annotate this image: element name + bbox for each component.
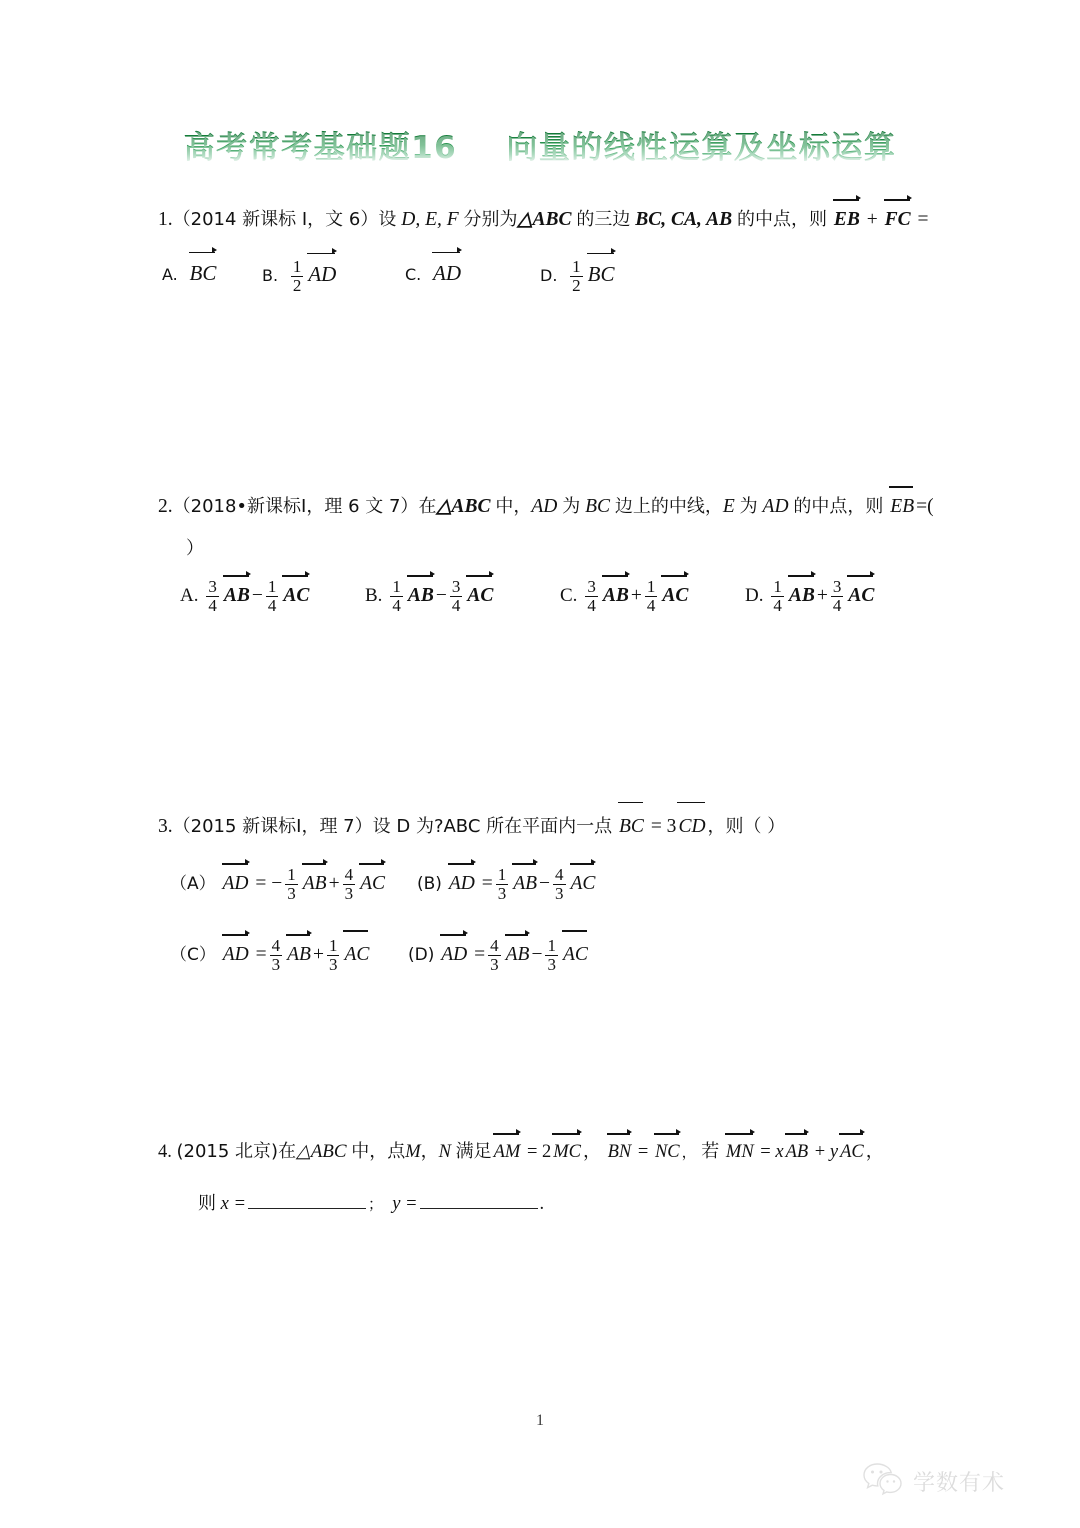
q2-text-5: 为: [739, 496, 758, 517]
question-1-source: （2014 新课标 I，文 6）: [172, 209, 379, 230]
q3-opt-b-lhs: AD: [448, 869, 476, 898]
q1-text-2: 分别为: [463, 209, 518, 230]
q3-text-2: ，则（ ）: [707, 816, 786, 837]
q3-opt-c-frac1: $\frac{4}{3}$: [271, 936, 281, 975]
q3-opt-a-op: +: [328, 873, 340, 895]
q2-equals-paren: =(: [916, 496, 934, 517]
q1-opt-a-label: A.: [162, 265, 178, 284]
q1-text-1: 设: [378, 209, 397, 230]
q3-opt-a-v2: AC: [359, 869, 386, 898]
q1-text-4: 的中点，则: [736, 209, 827, 230]
q3-opt-c-eq: =: [255, 944, 267, 966]
q2-opt-d-op: +: [816, 585, 828, 607]
q4-vector-ab: AB: [785, 1139, 810, 1167]
q2-ad2: AD: [762, 496, 789, 517]
q1-equals: =: [917, 209, 929, 230]
q1-opt-c-vector: AD: [432, 258, 462, 290]
question-4-answer-line: [198, 1190, 544, 1219]
q3-opt-c-v1: AB: [286, 940, 312, 969]
q3-opt-b-v1: AB: [512, 869, 538, 898]
question-3-source: （2015 新课标Ⅰ，理 7）: [172, 816, 373, 837]
q4-n: N: [438, 1142, 451, 1162]
question-2-stem-line2: [186, 534, 204, 563]
q3-opt-b-label: (B): [417, 874, 442, 895]
q4-m: M: [405, 1142, 421, 1162]
q1-opt-b-vector: AD: [307, 259, 337, 291]
q4-vector-nc: NC: [654, 1139, 681, 1167]
q3-opt-d-label: (D): [408, 945, 435, 966]
question-2-option-d[interactable]: [745, 578, 876, 616]
q4-vector-mn: MN: [725, 1139, 755, 1167]
q4-triangle: △ABC: [296, 1141, 347, 1162]
q1-vars: D, E, F: [401, 209, 459, 230]
q4-text-1: 在: [278, 1141, 297, 1162]
q4-y-label: y =: [392, 1194, 418, 1214]
q2-opt-b-frac1: $\frac{1}{4}$: [392, 577, 401, 616]
q1-plus: +: [866, 209, 878, 230]
q3-opt-c-label: （C）: [170, 945, 216, 966]
q2-opt-a-v2: AC: [282, 581, 310, 610]
q1-opt-c-label: C.: [405, 265, 422, 284]
q2-text-6: 的中点，则: [793, 496, 884, 517]
question-1-option-d[interactable]: [540, 258, 617, 296]
question-4-stem: [158, 1138, 884, 1167]
q3-opt-a-label: （A）: [170, 874, 216, 895]
page-title-text: 高考常考基础题16 向量的线性运算及坐标运算: [184, 122, 897, 167]
q2-opt-a-frac1: $\frac{3}{4}$: [208, 577, 217, 616]
question-3-number: 3.: [158, 816, 173, 837]
q4-comma-1: ，: [420, 1141, 439, 1162]
q2-opt-c-frac1: $\frac{3}{4}$: [587, 577, 596, 616]
question-1-option-b[interactable]: [262, 258, 338, 296]
q1-opt-d-vector: BC: [587, 259, 616, 291]
question-2-option-b[interactable]: [365, 578, 495, 616]
q2-opt-a-frac2: $\frac{1}{4}$: [267, 577, 277, 616]
q2-opt-a-op: −: [251, 585, 263, 607]
q1-opt-a-vector: BC: [189, 258, 218, 290]
q2-opt-b-frac2: $\frac{3}{4}$: [451, 577, 461, 616]
q1-opt-b-fraction: $\frac{1}{2}$: [292, 257, 302, 296]
q2-opt-b-op: −: [435, 585, 447, 607]
q2-opt-c-label: C.: [560, 585, 578, 607]
q2-text-2: 中，: [495, 496, 532, 517]
wechat-icon: [862, 1462, 904, 1501]
q3-opt-d-lhs: AD: [440, 940, 468, 969]
question-3-stem: [158, 812, 785, 841]
q2-text-4: 边上的中线，: [614, 496, 723, 517]
q4-comma-3: ，: [681, 1143, 697, 1161]
q3-text-1: 设 D 为?ABC 所在平面内一点: [372, 816, 613, 837]
question-1-number: 1.: [158, 209, 173, 230]
question-3-option-d[interactable]: [408, 937, 590, 975]
q4-x-label: x =: [220, 1194, 246, 1214]
q4-y-var: y: [829, 1142, 839, 1162]
q1-sides: BC, CA, AB: [635, 209, 733, 230]
q3-opt-d-op: −: [531, 944, 543, 966]
question-2-number: 2.: [158, 496, 173, 517]
q1-opt-d-fraction: $\frac{1}{2}$: [572, 257, 581, 296]
watermark: [862, 1462, 1005, 1501]
q1-text-3: 的三边: [576, 209, 631, 230]
q4-eq-1: = 2: [526, 1142, 552, 1162]
question-3-option-b[interactable]: [417, 866, 597, 904]
q3-equals: = 3: [650, 816, 677, 837]
q4-eq-2: =: [637, 1142, 649, 1162]
q1-triangle: △ABC: [517, 209, 572, 230]
q3-opt-d-frac2: $\frac{1}{3}$: [547, 936, 556, 975]
q3-opt-c-v2: AC: [343, 940, 370, 969]
q4-vector-ac: AC: [839, 1139, 865, 1167]
question-3-option-c[interactable]: [170, 937, 371, 975]
q4-vector-mc: MC: [552, 1139, 582, 1167]
q4-y-blank[interactable]: [420, 1190, 538, 1209]
question-2-option-c[interactable]: [560, 578, 690, 616]
q2-opt-d-label: D.: [745, 585, 764, 607]
q3-opt-a-frac1: $\frac{1}{3}$: [287, 865, 296, 904]
q2-triangle: △ABC: [436, 496, 491, 517]
q3-vector-bc: BC: [618, 812, 645, 841]
q4-ze: 则: [198, 1193, 216, 1214]
question-4-number: 4.: [158, 1142, 172, 1162]
q2-opt-d-v1: AB: [788, 581, 816, 610]
page-title: [0, 122, 1080, 182]
q4-text-3: 满足: [455, 1141, 492, 1162]
q3-opt-a-lhs: AD: [222, 869, 250, 898]
q2-opt-d-frac2: $\frac{3}{4}$: [832, 577, 842, 616]
q1-opt-d-label: D.: [540, 266, 558, 286]
q4-comma-4: ，: [865, 1141, 884, 1162]
q3-opt-b-frac2: $\frac{4}{3}$: [555, 865, 564, 904]
question-3-option-a[interactable]: [170, 866, 387, 904]
q2-e: E: [722, 496, 735, 517]
q4-x-var: x: [775, 1142, 784, 1162]
q4-vector-am: AM: [493, 1139, 522, 1167]
q2-bc: BC: [585, 496, 610, 517]
q3-opt-d-frac1: $\frac{4}{3}$: [490, 936, 499, 975]
q3-opt-b-v2: AC: [570, 869, 597, 898]
q2-opt-a-v1: AB: [223, 581, 251, 610]
q2-opt-c-op: +: [630, 585, 642, 607]
q4-ruo: 若: [701, 1141, 720, 1162]
q4-x-blank[interactable]: [248, 1190, 366, 1209]
question-2-option-a[interactable]: [180, 578, 311, 616]
q4-plus: +: [814, 1142, 826, 1162]
q4-comma-2: ，: [583, 1141, 601, 1162]
q4-period: .: [539, 1194, 545, 1214]
q2-opt-d-v2: AC: [847, 581, 875, 610]
question-1-option-a[interactable]: [162, 258, 218, 290]
q2-opt-b-v1: AB: [407, 581, 435, 610]
q2-opt-c-frac2: $\frac{1}{4}$: [646, 577, 656, 616]
q3-opt-d-v1: AB: [505, 940, 531, 969]
question-2-stem: [158, 492, 934, 521]
q2-opt-a-label: A.: [180, 585, 199, 607]
question-1-option-c[interactable]: [405, 258, 463, 290]
q2-close-paren: ）: [186, 538, 204, 559]
q3-opt-a-frac2: $\frac{4}{3}$: [344, 865, 354, 904]
q2-opt-c-v1: AB: [602, 581, 630, 610]
q3-opt-d-v2: AC: [562, 940, 589, 969]
q3-opt-b-frac1: $\frac{1}{3}$: [497, 865, 507, 904]
q2-vector-eb: EB: [889, 492, 915, 521]
q1-vector-fc: FC: [884, 205, 912, 234]
q3-opt-b-op: −: [539, 873, 551, 895]
page-number: 1: [536, 1412, 544, 1429]
question-1-stem: [158, 205, 929, 234]
q1-vector-eb: EB: [833, 205, 861, 234]
q4-semicolon: ；: [367, 1195, 383, 1213]
q3-opt-b-eq: =: [481, 873, 493, 895]
q2-opt-b-label: B.: [365, 585, 383, 607]
watermark-text: 学数有术: [913, 1471, 1006, 1496]
q3-opt-a-eq: = −: [255, 873, 283, 895]
q3-opt-c-lhs: AD: [222, 940, 250, 969]
q3-opt-a-v1: AB: [302, 869, 328, 898]
q2-text-3: 为: [562, 496, 581, 517]
q2-text-1: 在: [418, 496, 437, 517]
q2-opt-b-v2: AC: [466, 581, 494, 610]
q2-opt-c-v2: AC: [661, 581, 689, 610]
q3-vector-cd: CD: [677, 812, 706, 841]
question-2-source: （2018•新课标Ⅰ，理 6 文 7）: [172, 496, 419, 517]
q3-opt-d-eq: =: [474, 944, 486, 966]
q3-opt-c-op: +: [312, 944, 324, 966]
question-4-source: (2015 北京): [176, 1141, 279, 1162]
q4-eq-3: =: [760, 1142, 771, 1162]
q2-opt-d-frac1: $\frac{1}{4}$: [773, 577, 782, 616]
q1-opt-b-label: B.: [262, 266, 279, 286]
q2-ad: AD: [531, 496, 558, 517]
q4-vector-bn: BN: [607, 1139, 633, 1167]
q3-opt-c-frac2: $\frac{1}{3}$: [328, 936, 338, 975]
q4-text-2: 中，点: [351, 1141, 406, 1162]
